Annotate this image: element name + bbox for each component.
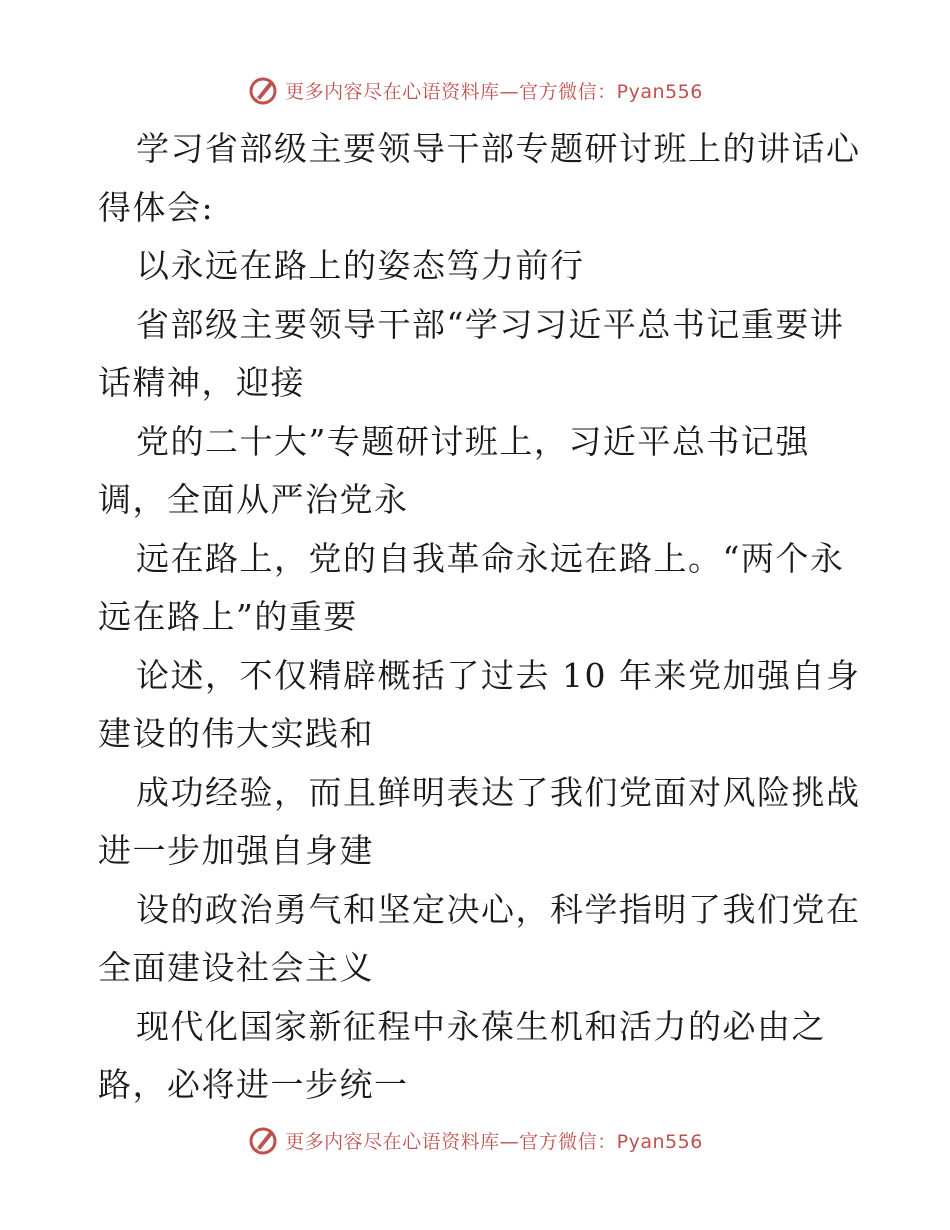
paragraph-line: 调，全面从严治党永 — [98, 480, 409, 519]
paragraph-line: 学习省部级主要领导干部专题研讨班上的讲话心 — [136, 129, 861, 168]
paragraph-line: 省部级主要领导干部“学习习近平总书记重要讲 — [136, 304, 845, 344]
paragraph-line: 远在路上，党的自我革命永远在路上。“两个永 — [136, 538, 845, 578]
paragraph-line: 以永远在路上的姿态笃力前行 — [136, 246, 585, 285]
paragraph-line: 成功经验，而且鲜明表达了我们党面对风险挑战 — [136, 772, 861, 812]
footer-watermark — [0, 1120, 950, 1160]
document-body — [98, 120, 861, 1115]
paragraph-line: 路，必将进一步统一 — [98, 1065, 409, 1104]
paragraph-line: 远在路上”的重要 — [98, 597, 358, 636]
watermark-text: 更多内容尽在心语资料库—官方微信：Pyan556 — [285, 1130, 703, 1153]
paragraph-line: 话精神，迎接 — [98, 363, 305, 402]
paragraph-line: 得体会: — [98, 187, 215, 227]
watermark-text: 更多内容尽在心语资料库—官方微信：Pyan556 — [285, 80, 703, 103]
paragraph-line: 党的二十大”专题研讨班上，习近平总书记强 — [136, 421, 810, 461]
quill-pen-icon — [247, 1124, 279, 1156]
paragraph-line: 现代化国家新征程中永葆生机和活力的必由之 — [136, 1006, 826, 1046]
quill-pen-icon — [247, 74, 279, 106]
paragraph-line: 全面建设社会主义 — [98, 948, 374, 987]
paragraph-line: 进一步加强自身建 — [98, 831, 374, 870]
paragraph-line: 论述，不仅精辟概括了过去 10 年来党加强自身 — [136, 655, 861, 695]
paragraph-line: 设的政治勇气和坚定决心，科学指明了我们党在 — [136, 889, 861, 929]
header-watermark — [0, 70, 950, 110]
paragraph-line: 建设的伟大实践和 — [98, 714, 374, 753]
